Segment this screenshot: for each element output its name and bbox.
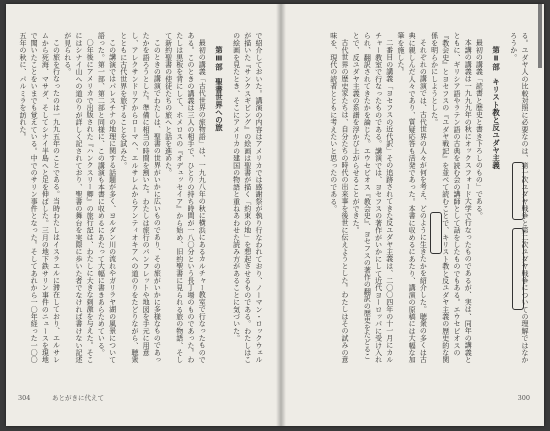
paragraph: 最初の講義「読書と歴史と書き下ろしのもの」である。 [475, 39, 484, 219]
page-number: 300 [517, 394, 530, 402]
paragraph: 古代世界の歴史家たちは、自分たちの時代の出来事を後世に伝えようとした。わたしはその試みの意味を、現代の読者とともに考えたいと思ったのである。 [329, 32, 349, 363]
paragraph: 二番目の講義「ヨセフスの近代訳」その追跡されてきた反ユダヤ主義は、二〇〇四年の十一月にカルチャー教室で行なったものである。講演では、ヨセフスの著作がいかにして近代ヨーロッパに受け入れられ、翻訳されてきたかを論じた。エウセビオス『教会史』、ヨセフスの著作の翻訳の歴史をたどることで、反ユダヤ主義の系譜を浮かび上がらせることができた。 [352, 32, 394, 364]
paragraph: 最初の講義「古代世界の旅物語」は、一九九八年の秋に横浜にあるカルチャー教室で行なったものである。このときの講義は三人の相手で、ひとりの持ち時間が一八〇分という長丁場のものであった。わたしは黒板を背にして、ホメロスの『オデュッセイア』から始め、旧約聖書に見られる旅の物語、そして新約聖書の使徒たちの旅へと話を進めた。 [164, 32, 207, 364]
left-page [6, 4, 276, 426]
book-spread [6, 4, 544, 426]
left-page-text [18, 32, 264, 364]
paragraph: 〇年後にアメリカで出版された『ハンクスリー卿』の旅行記は、わたしに大きな刺激を与えた。そこにはシナイ山への道のりが詳しく記されており、聖書の舞台を実際に歩いた者でなければ書けない記述が見られる。 [63, 32, 95, 364]
paragraph: 本講の講義は一九九九年の秋にオックスフォード大学で行なったものであるが、実は、同年の講義とともに、ギリシア語やラテン語の古典を読む会の講師として話をしたものでもある。エウセビオスの『教会史』とヨセフスの『ユダヤ戦記』を並べて読むことで、キリスト教と反ユダヤ主義の歴史的な関係を明らかにしようとした。 [430, 32, 473, 364]
pen-highlight [512, 228, 524, 310]
paragraph: る。ユダヤ人の比較対照に必要なのは、第一次ユダヤ戦争と第二次ユダヤ戦争についての理解ではなかろうか。 [509, 32, 529, 364]
right-page [286, 4, 544, 426]
section-heading: 第Ⅲ部 聖書世界への旅 [214, 46, 224, 132]
paragraph: で紹介しておいた。講演の内容はアメリカでは感謝祭が執り行なわれており、ノーマン・ロックウェルが描いた『サンクスギビング』の絵画は聖書が描く「約束の地」を想起させるものである。わたしはこの絵画を見たとき、そこにアメリカの建国の物語と重ねあわせた読み方があることに気づいた。 [232, 32, 263, 364]
pen-highlight [430, 212, 442, 254]
paragraph: この講演ではパレスチナの地理に関する話題が多く、ヨルダン川の流れやガリラヤ湖の風景について語った。第一部、第二部と同様に、この講演も本書に収めるにあたって大幅に書きあらためている。 [97, 32, 117, 363]
right-page-text [294, 32, 530, 364]
page-number: 304 [18, 394, 31, 402]
paragraph: この旅を行なったのは一九九五年のことである。当時わたしはイスラエルに滞在しており、エルサレムから死海、マサダ、そしてシナイ半島へと足を伸ばした。三月の地下鉄サリン事件のニュースを現地で聞いたことをいまでも覚えている。中でのサリン事件となった。そしてあれから一〇年経った一〇〇五年の秋に、パルミラを訪れた。 [18, 32, 61, 364]
paragraph: それぞれの講演では、古代世界の人々が何を考え、どのように生きたかを紹介した。聴衆の多くは古典に親しんだ人々であり、質疑応答も活発であった。本書に収めるにあたり、講演の原稿には大幅な加筆を施した。 [396, 32, 428, 364]
book-gutter [276, 4, 286, 426]
paragraph: このときの講演でわたしは、聖書の世界がいかに広いものであり、その旅がいかに多様なものであったかを語ろうとした。準備に相当の時間を割いた。わたしは旅行のパンフレットや地図を手元に用意し、アレクサンドリアからローマへ、エルサレムからアンティオキアへの道のりをたどりながら、聴衆とともに古代世界を旅することを試みた。 [119, 32, 162, 364]
running-head: あとがきに代えて [52, 394, 104, 402]
pen-highlight [512, 162, 524, 220]
section-heading: 第Ⅱ部 キリスト教と反ユダヤ主義 [491, 46, 501, 170]
